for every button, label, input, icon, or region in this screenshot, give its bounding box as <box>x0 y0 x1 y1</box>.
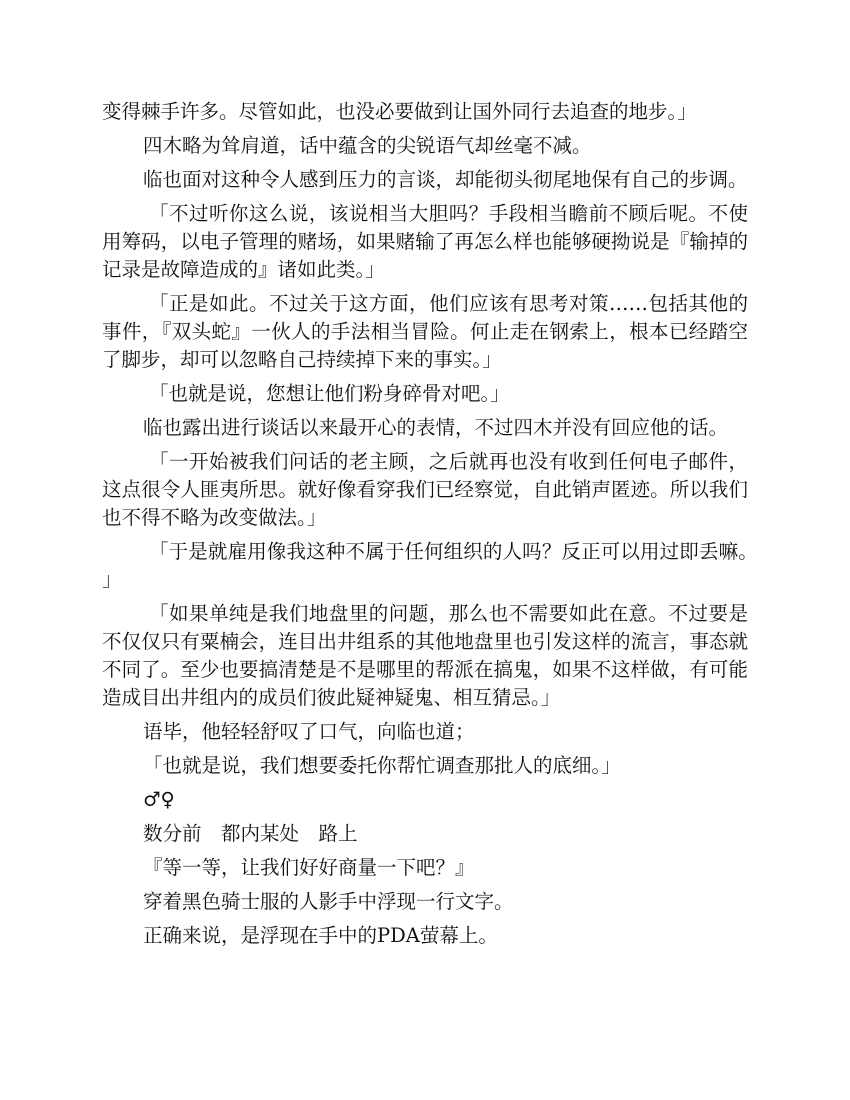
paragraph-narration: 临也面对这种令人感到压力的言谈，却能彻头彻尾地保有自己的步调。 <box>143 168 748 191</box>
paragraph-dialogue: 「于是就雇用像我这种不属于任何组织的人吗？反正可以用过即丢嘛。」 <box>102 540 748 591</box>
paragraph-dialogue: 「一开始被我们问话的老主顾，之后就再也没有收到任何电子邮件，这点很令人匪夷所思。就好像看穿我们已经察觉，自此销声匿迹。所以我们也不得不略为改变做法。」 <box>102 450 748 529</box>
scene-break-symbol: ♂♀ <box>143 788 175 811</box>
paragraph-narration: 穿着黑色骑士服的人影手中浮现一行文字。 <box>143 890 514 913</box>
paragraph-continuation: 变得棘手许多。尽管如此，也没必要做到让国外同行去追查的地步。」 <box>102 100 697 123</box>
paragraph-dialogue: 「也就是说，我们想要委托你帮忙调查那批人的底细。」 <box>143 754 621 777</box>
paragraph-dialogue: 「也就是说，您想让他们粉身碎骨对吧。」 <box>149 382 510 405</box>
paragraph-narration: 语毕，他轻轻舒叹了口气，向临也道； <box>143 720 475 743</box>
novel-page <box>102 98 748 956</box>
paragraph-pda-text: 『等一等，让我们好好商量一下吧？』 <box>143 856 475 879</box>
paragraph-narration: 正确来说，是浮现在手中的PDA萤幕上。 <box>143 924 498 947</box>
paragraph-dialogue: 「正是如此。不过关于这方面，他们应该有思考对策……包括其他的事件，『双头蛇』一伙人的手法相当冒险。何止走在钢索上，根本已经踏空了脚步，却可以忽略自己持续掉下来的事实。」 <box>102 292 748 371</box>
paragraph-narration: 四木略为耸肩道，话中蕴含的尖锐语气却丝毫不减。 <box>143 134 592 157</box>
paragraph-dialogue: 「如果单纯是我们地盘里的问题，那么也不需要如此在意。不过要是不仅仅只有粟楠会，连目出井组系的其他地盘里也引发这样的流言，事态就不同了。至少也要搞清楚是不是哪里的帮派在搞鬼，如果不这样做，有可能造成目出井组内的成员们彼此疑神疑鬼、相互猜忌。」 <box>102 602 748 709</box>
paragraph-dialogue: 「不过听你这么说，该说相当大胆吗？手段相当瞻前不顾后呢。不使用筹码，以电子管理的赌场，如果赌输了再怎么样也能够硬拗说是『输掉的记录是故障造成的』诸如此类。」 <box>102 202 748 281</box>
scene-heading: 数分前 都内某处 路上 <box>143 822 358 845</box>
paragraph-narration: 临也露出进行谈话以来最开心的表情，不过四木并没有回应他的话。 <box>143 416 729 439</box>
